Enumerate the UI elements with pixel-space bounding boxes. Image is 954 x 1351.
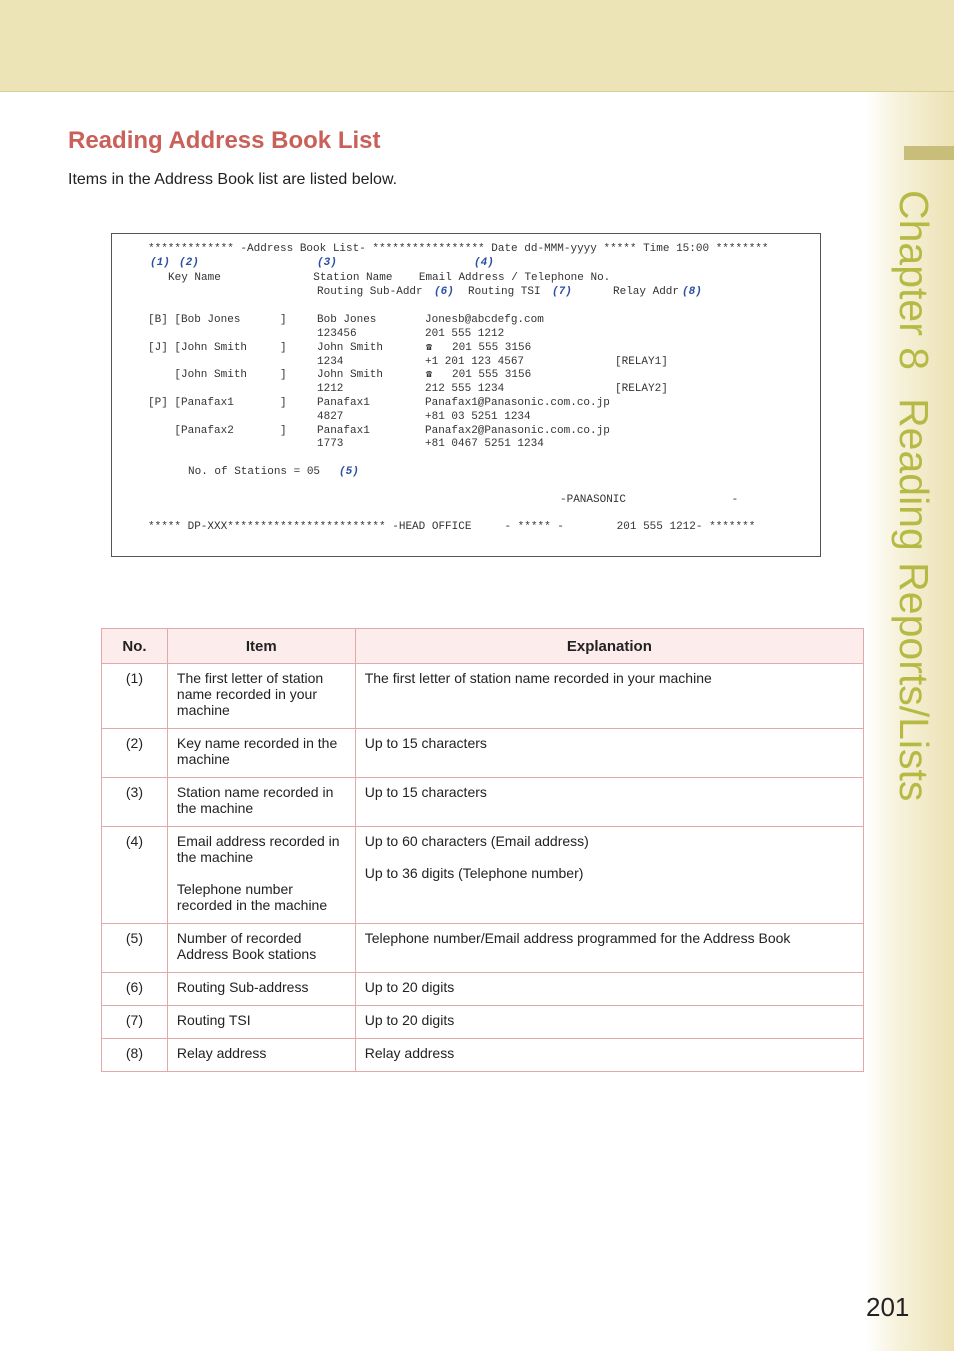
table-row — [102, 1006, 864, 1039]
row-item: Routing TSI — [167, 1006, 355, 1039]
row-explanation: Up to 15 characters — [355, 729, 863, 778]
row-explanation: Up to 20 digits — [355, 1006, 863, 1039]
row-item: Relay address — [167, 1039, 355, 1072]
row-no: (8) — [102, 1039, 168, 1072]
report-header-line: ************* -Address Book List- ***************** Date dd-MMM-yyyy ***** Time 15:00 ******** — [148, 243, 769, 255]
entry-key: [Panafax2 ] — [148, 425, 287, 437]
chapter-tab-marker — [904, 146, 954, 160]
entry-relay: [RELAY2] — [615, 383, 668, 395]
stations-count-line: No. of Stations = 05 — [188, 466, 321, 478]
row-item: The first letter of station name recorded in your machine — [167, 664, 355, 729]
row-no: (3) — [102, 778, 168, 827]
report-footer-line: ***** DP-XXX************************ -HEAD OFFICE - ***** - 201 555 1212- ******* — [148, 521, 756, 533]
entry-contact: 201 555 3156 — [452, 342, 532, 354]
entry-contact: +81 03 5251 1234 — [425, 411, 531, 423]
row-explanation: Relay address — [355, 1039, 863, 1072]
table-row — [102, 973, 864, 1006]
header-band — [0, 0, 954, 92]
entry-key: [B] [Bob Jones ] — [148, 314, 287, 326]
chapter-label — [891, 190, 937, 802]
entry-contact: 212 555 1234 — [425, 383, 505, 395]
entry-contact: +81 0467 5251 1234 — [425, 438, 544, 450]
entry-key: [J] [John Smith ] — [148, 342, 287, 354]
header-no: No. — [102, 629, 168, 664]
entry-sub: 1773 — [317, 438, 344, 450]
entry-key: [P] [Panafax1 ] — [148, 397, 287, 409]
chapter-number: Chapter 8 — [891, 190, 937, 371]
table-row — [102, 924, 864, 973]
row-explanation: Up to 20 digits — [355, 973, 863, 1006]
entry-sub: 1212 — [317, 383, 344, 395]
row-explanation-cell — [355, 827, 863, 924]
entry-contact: Panafax1@Panasonic.com.co.jp — [425, 397, 610, 409]
intro-text: Items in the Address Book list are listed below. — [68, 171, 398, 188]
entry-sub: 1234 — [317, 356, 344, 368]
table-header-row — [102, 629, 864, 664]
row-explanation: Up to 15 characters — [355, 778, 863, 827]
entry-sub: 123456 — [317, 328, 357, 340]
telephone-icon: ☎ — [426, 343, 433, 354]
column-relay: Relay Addr — [613, 286, 680, 298]
marker-5: (5) — [339, 466, 359, 478]
column-routing-tsi: Routing TSI — [468, 286, 541, 298]
page-number: 201 — [866, 1292, 910, 1322]
row-item: Number of recorded Address Book stations — [167, 924, 355, 973]
row-no: (7) — [102, 1006, 168, 1039]
row-no: (1) — [102, 664, 168, 729]
entry-key: [John Smith ] — [148, 369, 287, 381]
entry-relay: [RELAY1] — [615, 356, 668, 368]
entry-contact: Jonesb@abcdefg.com — [425, 314, 544, 326]
row-item-cell — [167, 827, 355, 924]
table-row — [102, 778, 864, 827]
marker-1: (1) — [150, 257, 170, 269]
table-row — [102, 664, 864, 729]
table-row — [102, 1039, 864, 1072]
row-explanation: Telephone number/Email address programmed for the Address Book — [355, 924, 863, 973]
header-explanation: Explanation — [355, 629, 863, 664]
row-explanation: Up to 60 characters (Email address) — [364, 833, 589, 849]
row-explanation: The first letter of station name recorded in your machine — [355, 664, 863, 729]
explanation-table — [101, 628, 864, 1072]
address-book-report — [111, 233, 821, 557]
entry-contact: 201 555 3156 — [452, 369, 532, 381]
entry-name: John Smith — [317, 369, 384, 381]
marker-3: (3) — [317, 257, 337, 269]
entry-contact: 201 555 1212 — [425, 328, 505, 340]
row-no: (2) — [102, 729, 168, 778]
marker-7: (7) — [552, 286, 572, 298]
entry-contact: +1 201 123 4567 — [425, 356, 525, 368]
entry-sub: 4827 — [317, 411, 344, 423]
telephone-icon: ☎ — [426, 370, 433, 381]
row-item: Routing Sub-address — [167, 973, 355, 1006]
row-item: Email address recorded in the machine — [176, 833, 340, 865]
row-no: (6) — [102, 973, 168, 1006]
report-columns-line: Key Name Station Name Email Address / Telephone No. — [168, 272, 611, 284]
row-no: (5) — [102, 924, 168, 973]
marker-6: (6) — [434, 286, 454, 298]
entry-name: Bob Jones — [317, 314, 377, 326]
column-routing-sub: Routing Sub-Addr — [317, 286, 423, 298]
row-item-secondary: Telephone number recorded in the machine — [176, 881, 328, 913]
header-item: Item — [167, 629, 355, 664]
row-item: Key name recorded in the machine — [167, 729, 355, 778]
section-title: Reading Address Book List — [68, 127, 381, 154]
marker-4: (4) — [474, 257, 494, 269]
entry-contact: Panafax2@Panasonic.com.co.jp — [425, 425, 610, 437]
chapter-section-title: Reading Reports/Lists — [891, 398, 937, 802]
entry-name: Panafax1 — [317, 425, 370, 437]
table-row — [102, 827, 864, 924]
row-no: (4) — [102, 827, 168, 924]
marker-2: (2) — [179, 257, 199, 269]
row-item: Station name recorded in the machine — [167, 778, 355, 827]
table-row — [102, 729, 864, 778]
entry-name: Panafax1 — [317, 397, 370, 409]
entry-name: John Smith — [317, 342, 384, 354]
marker-8: (8) — [682, 286, 702, 298]
report-company-line: -PANASONIC - — [560, 494, 739, 506]
row-explanation-secondary: Up to 36 digits (Telephone number) — [364, 865, 584, 881]
